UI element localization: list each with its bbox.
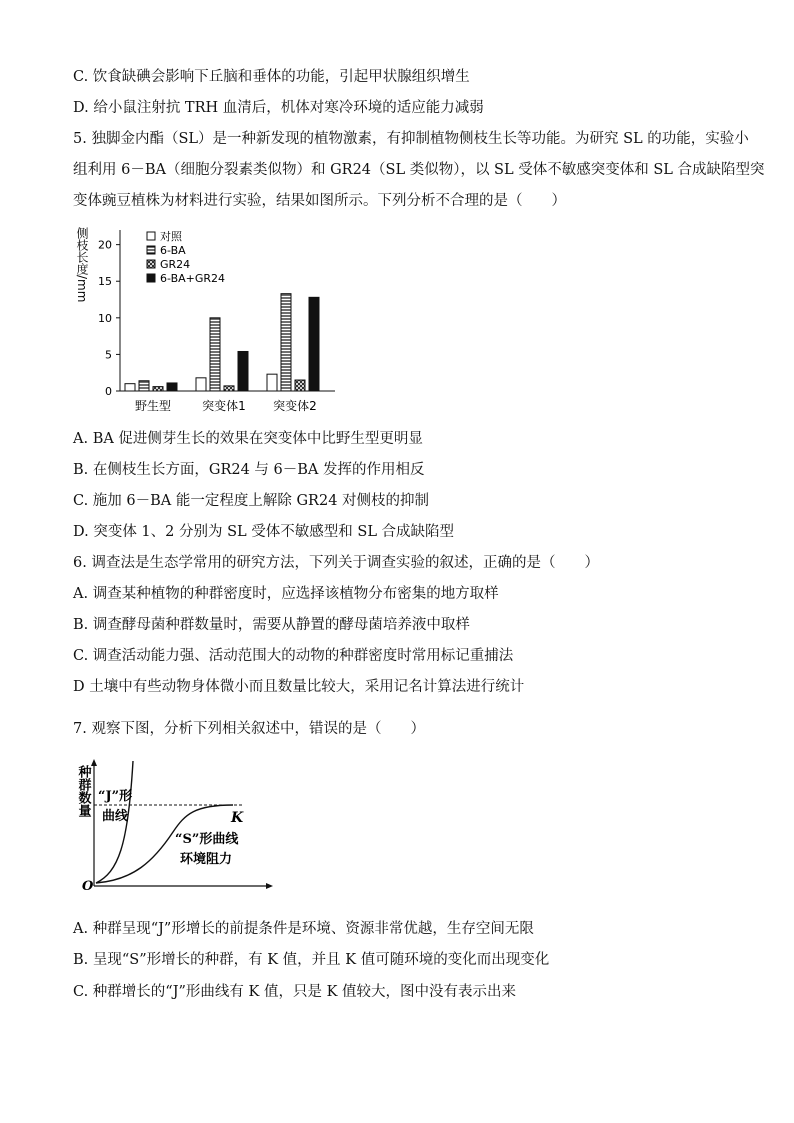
bar-chart [73, 222, 363, 422]
option-b-q7: B. 呈现“S”形增长的种群，有 K 值，并且 K 值可随环境的变化而出现变化 [73, 952, 550, 968]
bar [238, 351, 248, 391]
growth-y-arrow [91, 759, 97, 766]
bar [153, 387, 163, 391]
bar [281, 294, 291, 391]
question-7: 7. 观察下图，分析下列相关叙述中，错误的是（ ） [73, 721, 425, 737]
legend-label: GR24 [160, 258, 191, 271]
legend-swatch [147, 232, 155, 240]
bar [210, 318, 220, 391]
option-a-q7: A. 种群呈现“J”形增长的前提条件是环境、资源非常优越，生存空间无限 [73, 921, 534, 937]
legend-swatch [147, 274, 155, 282]
j-curve-label-1: “J”形 [98, 789, 133, 804]
option-d-q4: D. 给小鼠注射抗 TRH 血清后，机体对寒冷环境的适应能力减弱 [73, 100, 484, 116]
legend-label: 6-BA [160, 244, 186, 257]
bar-chart-ylabel: 侧枝长度/mm [75, 227, 89, 303]
question-5-line-2: 组利用 6－BA（细胞分裂素类似物）和 GR24（SL 类似物），以 SL 受体不敏感突变体和 SL 合成缺陷型突 [73, 162, 765, 178]
option-a-q6: A. 调查某种植物的种群密度时，应选择该植物分布密集的地方取样 [73, 586, 499, 602]
bar [125, 384, 135, 391]
category-label: 野生型 [134, 399, 172, 413]
option-c-q6: C. 调查活动能力强、活动范围大的动物的种群密度时常用标记重捕法 [73, 648, 514, 664]
question-6: 6. 调查法是生态学常用的研究方法，下列关于调查实验的叙述，正确的是（ ） [73, 555, 599, 571]
bar [167, 383, 177, 391]
bar [196, 378, 206, 391]
option-a-q5: A. BA 促进侧芽生长的效果在突变体中比野生型更明显 [73, 431, 423, 447]
origin-label: O [82, 879, 94, 894]
bar [295, 380, 305, 391]
growth-x-arrow [266, 883, 273, 889]
legend-swatch [147, 246, 155, 254]
legend-swatch [147, 260, 155, 268]
option-c-q7: C. 种群增长的“J”形曲线有 K 值，只是 K 值较大，图中没有表示出来 [73, 984, 517, 1000]
y-tick-label: 0 [105, 385, 112, 398]
bar [309, 297, 319, 391]
category-label: 突变体2 [273, 399, 317, 413]
k-label: K [231, 810, 244, 826]
y-tick-label: 10 [98, 311, 112, 325]
option-b-q5: B. 在侧枝生长方面，GR24 与 6－BA 发挥的作用相反 [73, 462, 425, 478]
population-growth-chart [73, 757, 283, 899]
category-label: 突变体1 [202, 399, 246, 413]
growth-chart-ylabel: 种群数量 [75, 765, 91, 817]
option-b-q6: B. 调查酵母菌种群数量时，需要从静置的酵母菌培养液中取样 [73, 617, 470, 633]
option-d-q6: D 土壤中有些动物身体微小而且数量比较大，采用记名计算法进行统计 [73, 679, 525, 695]
bar [139, 381, 149, 391]
legend-label: 6-BA+GR24 [160, 272, 226, 285]
option-d-q5: D. 突变体 1、2 分别为 SL 受体不敏感型和 SL 合成缺陷型 [73, 524, 455, 540]
legend-label: 对照 [160, 230, 182, 243]
resistance-label: 环境阻力 [180, 852, 233, 867]
bar [224, 386, 234, 391]
y-tick-label: 15 [98, 275, 112, 289]
question-5-line-1: 5. 独脚金内酯（SL）是一种新发现的植物激素，有抑制植物侧枝生长等功能。为研究 SL 的功能，实验小 [73, 131, 749, 147]
question-5-line-3: 变体豌豆植株为材料进行实验，结果如图所示。下列分析不合理的是（ ） [73, 193, 566, 209]
s-curve-label: “S”形曲线 [175, 832, 239, 847]
y-tick-label: 20 [98, 238, 112, 252]
bar [267, 374, 277, 391]
j-curve-label-2: 曲线 [102, 809, 129, 824]
option-c-q5: C. 施加 6－BA 能一定程度上解除 GR24 对侧枝的抑制 [73, 493, 430, 509]
y-tick-label: 5 [105, 348, 112, 362]
option-c-q4: C. 饮食缺碘会影响下丘脑和垂体的功能，引起甲状腺组织增生 [73, 69, 470, 85]
